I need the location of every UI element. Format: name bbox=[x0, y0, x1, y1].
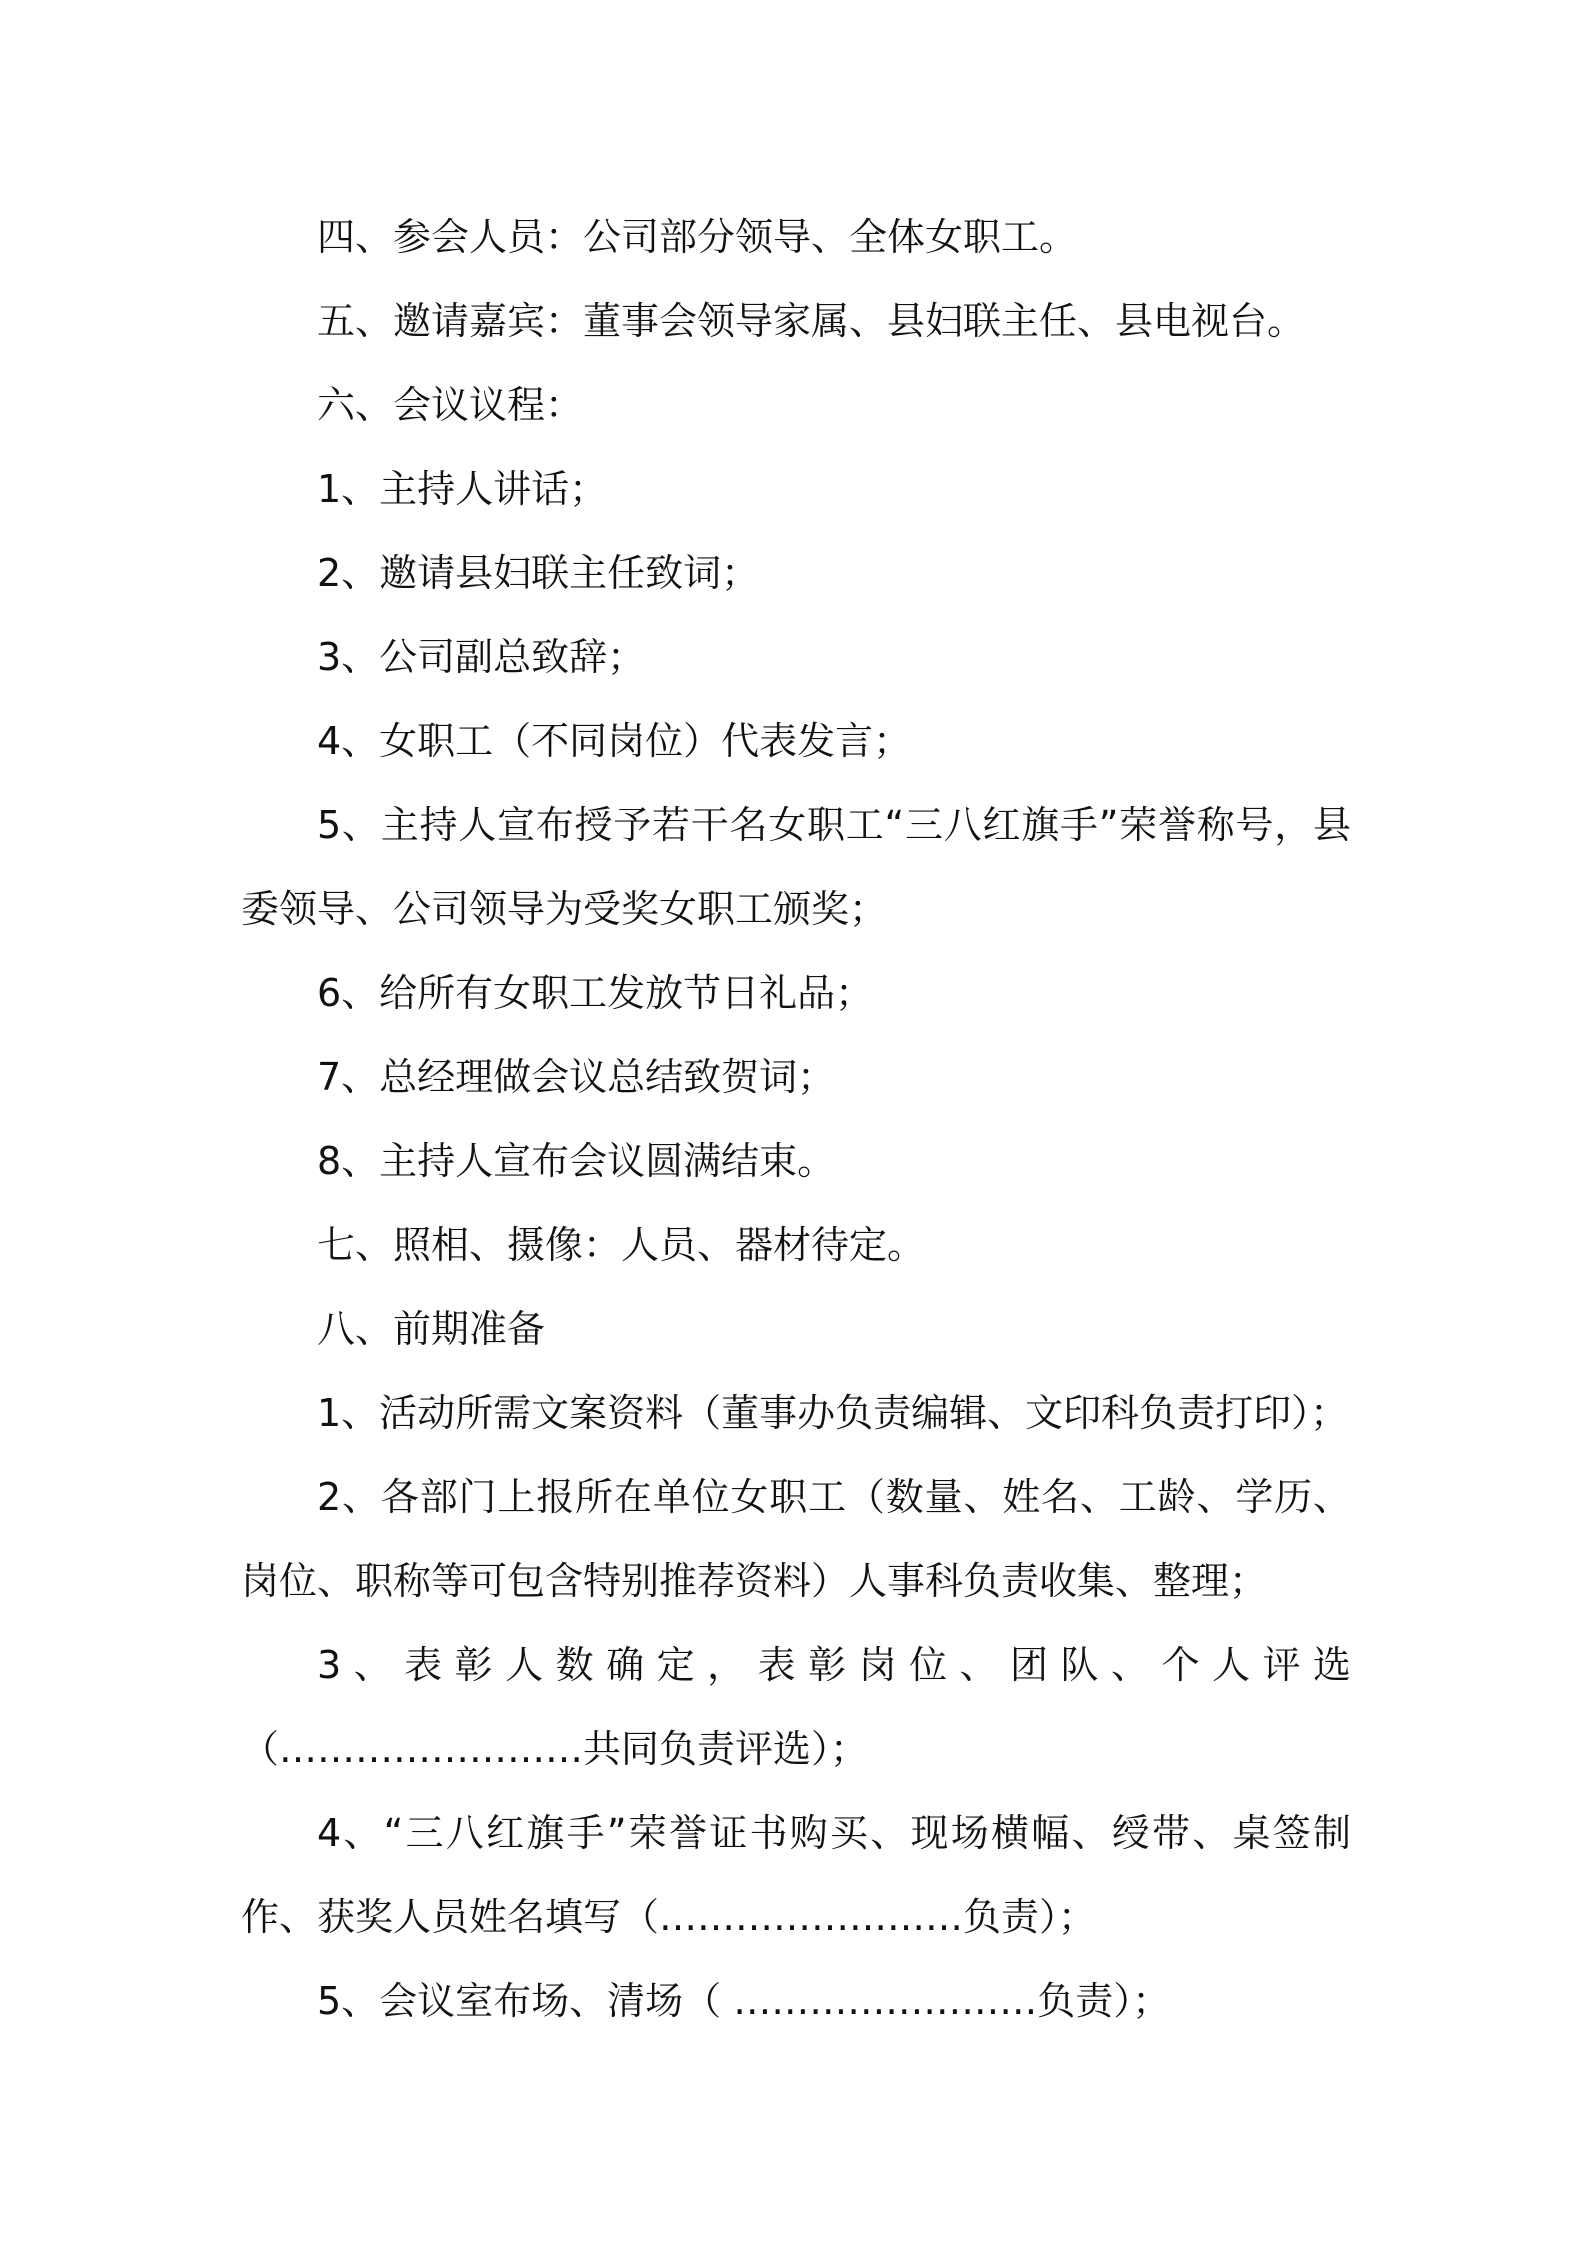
agenda-item-8: 8、主持人宣布会议圆满结束。 bbox=[317, 1139, 836, 1183]
section-attendees: 四、参会人员：公司部分领导、全体女职工。 bbox=[317, 215, 1078, 259]
section-guests: 五、邀请嘉宾：董事会领导家属、县妇联主任、县电视台。 bbox=[317, 299, 1306, 343]
document-body bbox=[241, 195, 1351, 2043]
section-photography: 七、照相、摄像：人员、器材待定。 bbox=[317, 1223, 926, 1267]
agenda-item-2: 2、邀请县妇联主任致词； bbox=[317, 551, 760, 595]
prep-item-2: 2、各部门上报所在单位女职工（数量、姓名、工龄、学历、岗位、职称等可包含特别推荐资料）人事科负责收集、整理； bbox=[241, 1475, 1351, 1603]
agenda-item-7: 7、总经理做会议总结致贺词； bbox=[317, 1055, 836, 1099]
section-preparation-heading: 八、前期准备 bbox=[317, 1307, 546, 1351]
agenda-item-1: 1、主持人讲话； bbox=[317, 467, 608, 511]
prep-item-3: 3、表彰人数确定，表彰岗位、团队、个人评选（……………………共同负责评选）； bbox=[241, 1643, 1351, 1771]
prep-item-5: 5、会议室布场、清场（ ……………………负责）； bbox=[317, 1979, 1171, 2023]
section-agenda-heading: 六、会议议程： bbox=[317, 383, 584, 427]
prep-item-1: 1、活动所需文案资料（董事办负责编辑、文印科负责打印）； bbox=[317, 1391, 1349, 1435]
agenda-item-3: 3、公司副总致辞； bbox=[317, 635, 646, 679]
prep-item-4: 4、“三八红旗手”荣誉证书购买、现场横幅、绶带、桌签制作、获奖人员姓名填写（……………………负责）； bbox=[241, 1811, 1351, 1939]
agenda-item-6: 6、给所有女职工发放节日礼品； bbox=[317, 971, 874, 1015]
agenda-item-5: 5、主持人宣布授予若干名女职工“三八红旗手”荣誉称号，县委领导、公司领导为受奖女职工颁奖； bbox=[241, 803, 1351, 931]
agenda-item-4: 4、女职工（不同岗位）代表发言； bbox=[317, 719, 912, 763]
